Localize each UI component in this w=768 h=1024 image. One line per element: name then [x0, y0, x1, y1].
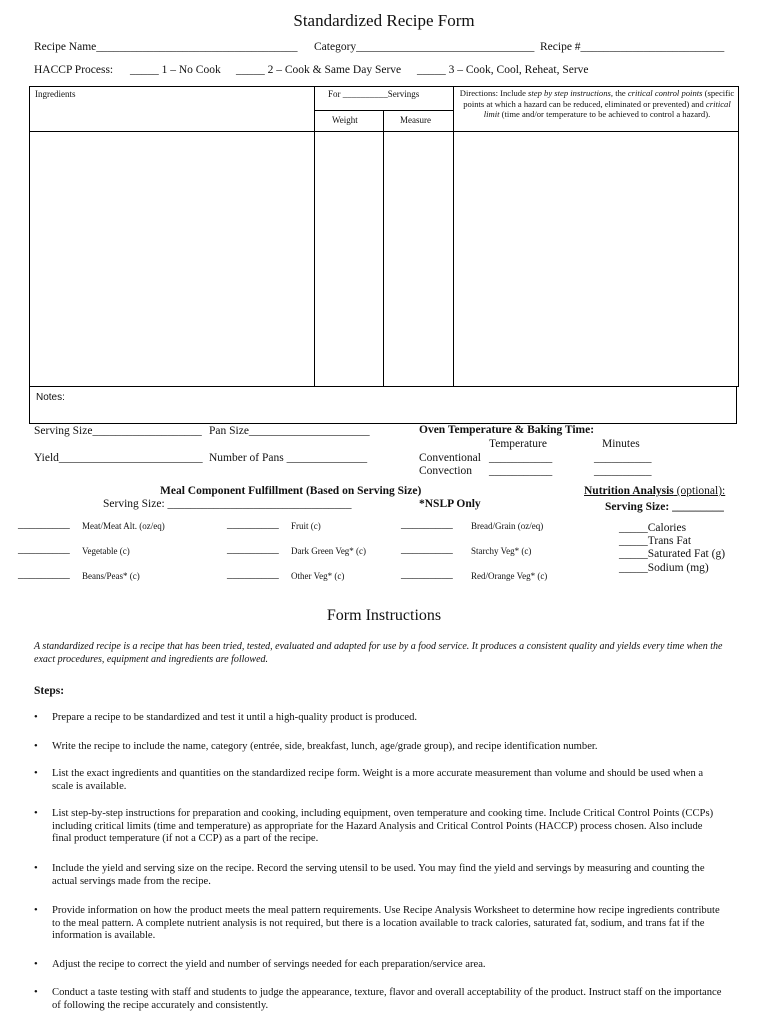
conventional-label: Conventional: [419, 452, 481, 464]
convection-temp[interactable]: ___________: [489, 465, 553, 477]
nutrition-serving-size[interactable]: Serving Size: _________: [605, 501, 724, 513]
meal-blank[interactable]: _________: [18, 543, 70, 555]
number-of-pans-field[interactable]: Number of Pans ______________: [209, 452, 368, 464]
recipe-name-field[interactable]: Recipe Name___________________________________: [34, 41, 298, 53]
steps-label: Steps:: [34, 685, 65, 697]
meal-item: Dark Green Veg* (c): [291, 546, 367, 556]
page-title: Standardized Recipe Form: [293, 11, 475, 30]
ingredients-header: Ingredients: [35, 89, 76, 99]
nutrition-title: Nutrition Analysis (optional):: [584, 485, 726, 497]
meal-blank[interactable]: _________: [401, 543, 453, 555]
weight-header: Weight: [332, 115, 358, 125]
meal-item: Fruit (c): [291, 521, 321, 531]
nslp-note: *NSLP Only: [419, 498, 481, 510]
meal-blank[interactable]: _________: [18, 568, 70, 580]
instructions-intro: A standardized recipe is a recipe that has been tried, tested, evaluated and adapted for use by a food service. It produces a consistent quality and yields every time when the exact procedures, equipment and ingredients are followed.: [34, 641, 723, 665]
servings-header[interactable]: For __________Servings: [328, 89, 420, 99]
list-item: • List step-by-step instructions for preparation and cooking, including equipment, oven temperature and cooking time. Include Critical Control Points (CCPs) including critical limits (time and temperature) as appropriate for the Hazard Analysis and Critical Control Points (HACCP) process chosen. Also include final product temperature (if not a CCP) as a part of the recipe.: [34, 808, 714, 844]
temperature-label: Temperature: [489, 438, 547, 450]
category-field[interactable]: Category_______________________________: [314, 41, 535, 53]
haccp-label: HACCP Process:: [34, 64, 114, 76]
list-item: • List the exact ingredients and quantities on the standardized recipe form. Weight is a more accurate measurement than volume and should be used when a scale is available.: [34, 768, 704, 792]
meal-blank[interactable]: _________: [227, 543, 279, 555]
conventional-temp[interactable]: ___________: [489, 452, 553, 464]
list-item: • Conduct a taste testing with staff and students to judge the appearance, texture, flavor and overall acceptability of the product. Instruct staff on the importance of following the recipe accurately and consistently.: [34, 987, 722, 1011]
meal-item: Other Veg* (c): [291, 571, 345, 581]
meal-blank[interactable]: _________: [401, 568, 453, 580]
calories-field[interactable]: _____Calories: [619, 522, 687, 534]
meal-item: Beans/Peas* (c): [82, 571, 140, 581]
list-item: • Adjust the recipe to correct the yield and number of servings needed for each preparation/service area.: [34, 959, 486, 970]
meal-item: Meat/Meat Alt. (oz/eq): [82, 521, 165, 531]
haccp-option-3[interactable]: _____ 3 – Cook, Cool, Reheat, Serve: [417, 64, 589, 76]
measure-header: Measure: [400, 115, 431, 125]
list-item: • Include the yield and serving size on the recipe. Record the serving utensil to be used. You may find the yield and servings by measuring and counting the actual servings made from the recipe.: [34, 863, 705, 887]
meal-serving-size-field[interactable]: Serving Size: ________________________________: [103, 498, 352, 510]
meal-item: Red/Orange Veg* (c): [471, 571, 548, 581]
saturated-fat-field[interactable]: _____Saturated Fat (g): [619, 548, 726, 560]
list-item: • Write the recipe to include the name, category (entrée, side, breakfast, lunch, age/grade group), and recipe identification number.: [34, 741, 598, 752]
notes-label[interactable]: Notes:: [36, 392, 65, 403]
meal-component-title: Meal Component Fulfillment (Based on Serving Size): [160, 485, 422, 497]
instructions-title: Form Instructions: [326, 607, 442, 624]
yield-field[interactable]: Yield_________________________: [34, 452, 203, 464]
minutes-label: Minutes: [602, 438, 640, 450]
oven-title: Oven Temperature & Baking Time:: [419, 424, 595, 436]
meal-item: Starchy Veg* (c): [471, 546, 532, 556]
convection-minutes[interactable]: __________: [594, 465, 652, 477]
meal-blank[interactable]: _________: [227, 568, 279, 580]
meal-item: Bread/Grain (oz/eq): [471, 521, 544, 531]
list-item: • Provide information on how the product meets the meal pattern requirements. Use Recipe Analysis Worksheet to determine how recipe ingredients contribute to the meal pattern. A complete nutrient analysis is not required, but there is a location available to track calories, saturated fat, sodium, and trans fat if the information is available.: [34, 905, 720, 941]
conventional-minutes[interactable]: __________: [594, 452, 652, 464]
trans-fat-field[interactable]: _____Trans Fat: [619, 535, 692, 547]
haccp-option-1[interactable]: _____ 1 – No Cook: [130, 64, 221, 76]
haccp-option-2[interactable]: _____ 2 – Cook & Same Day Serve: [236, 64, 402, 76]
serving-size-field[interactable]: Serving Size___________________: [34, 425, 202, 437]
pan-size-field[interactable]: Pan Size_____________________: [209, 425, 370, 437]
list-item: • Prepare a recipe to be standardized and test it until a high-quality product is produced.: [34, 712, 418, 723]
recipe-number-field[interactable]: Recipe #_________________________: [540, 41, 725, 53]
meal-item: Vegetable (c): [82, 546, 130, 556]
meal-blank[interactable]: _________: [401, 518, 453, 530]
meal-blank[interactable]: _________: [18, 518, 70, 530]
meal-blank[interactable]: _________: [227, 518, 279, 530]
sodium-field[interactable]: _____Sodium (mg): [619, 562, 709, 574]
directions-header: Directions: Include step by step instructions, the critical control points (specific points at which a hazard can be reduced, eliminated or prevented) and critical limit (time and/or temperature to be achieved to control a hazard).: [459, 88, 735, 120]
convection-label: Convection: [419, 465, 473, 477]
